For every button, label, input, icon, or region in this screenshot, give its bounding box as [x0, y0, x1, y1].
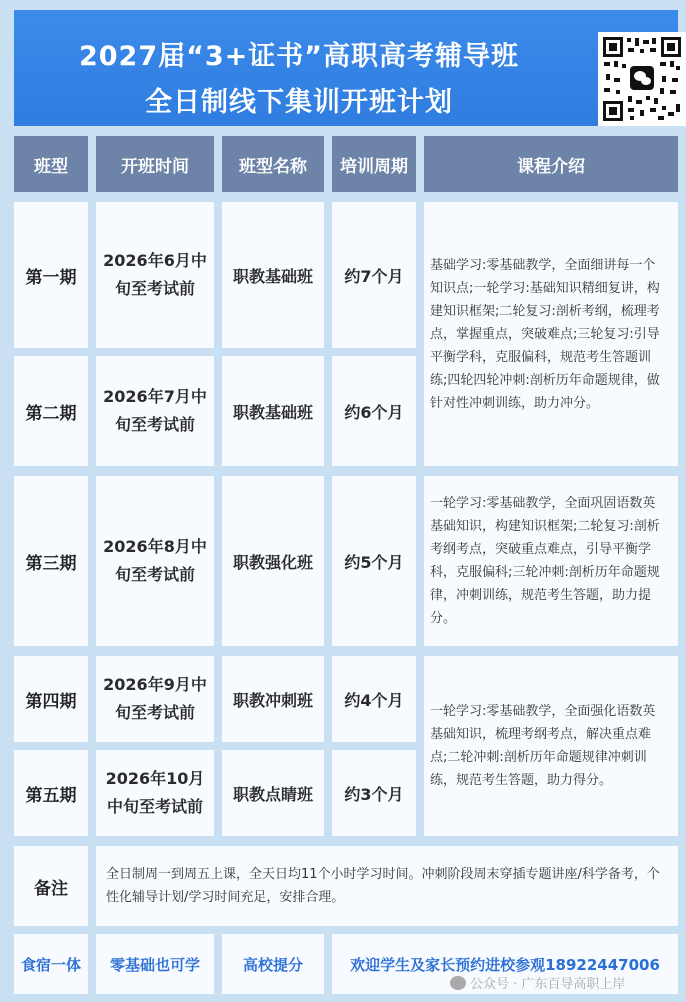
start-time-cell [96, 750, 214, 836]
start-time-cell [96, 356, 214, 466]
start-time-cell [96, 202, 214, 348]
watermark-text: 公众号 · 广东百导高职上岸 [470, 977, 626, 992]
footer-tag-score-boost: 高校提分 [222, 934, 324, 994]
start-time-line-2: 旬至考试前 [114, 415, 195, 434]
class-name-cell: 职教基础班 [222, 202, 324, 348]
row-label: 第二期 [14, 356, 88, 466]
class-name-cell: 职教强化班 [222, 476, 324, 646]
start-time-line-1: 2026年9月中 [103, 675, 207, 694]
class-name-cell: 职教冲刺班 [222, 656, 324, 742]
start-time-line-2: 旬至考试前 [114, 565, 195, 584]
row-label: 第三期 [14, 476, 88, 646]
column-header-course-intro: 课程介绍 [424, 136, 678, 192]
class-name-cell: 职教基础班 [222, 356, 324, 466]
note-label: 备注 [14, 846, 88, 926]
course-intro-cell: 基础学习:零基础教学，全面细讲每一个知识点;一轮学习:基础知识精细复讲，构建知识框架;二轮复习:剖析考纲，梳理考点，掌握重点，突破难点;三轮复习:引导平衡学科，克服偏科，规范考生答题训练;四轮四轮冲刺:剖析历年命题规律，做针对性冲刺训练，助力冲分。 [424, 202, 678, 466]
title-line-2: 全日制线下集训开班计划 [145, 87, 453, 118]
note-text: 全日制周一到周五上课，全天日均11个小时学习时间。冲刺阶段周末穿插专题讲座/科学备考，个性化辅导计划/学习时间充足，安排合理。 [96, 846, 678, 926]
qr-code-icon [598, 32, 686, 126]
start-time-line-1: 2026年7月中 [103, 387, 207, 406]
start-time-line-1: 2026年8月中 [103, 537, 207, 556]
start-time-cell [96, 656, 214, 742]
title-banner [14, 10, 678, 126]
column-header-start-time: 开班时间 [96, 136, 214, 192]
footer-tag-zero-basis: 零基础也可学 [96, 934, 214, 994]
column-header-training-period: 培训周期 [332, 136, 416, 192]
start-time-line-2: 旬至考试前 [114, 703, 195, 722]
start-time-line-1: 2026年10月 [105, 769, 205, 788]
wechat-icon [450, 976, 466, 990]
training-period-cell: 约7个月 [332, 202, 416, 348]
start-time-line-2: 中旬至考试前 [106, 797, 203, 816]
row-label: 第四期 [14, 656, 88, 742]
footer-contact[interactable]: 欢迎学生及家长预约进校参观18922447006 [332, 934, 678, 994]
training-period-cell: 约3个月 [332, 750, 416, 836]
row-label: 第一期 [14, 202, 88, 348]
start-time-cell [96, 476, 214, 646]
start-time-line-2: 旬至考试前 [114, 279, 195, 298]
column-header-class-name: 班型名称 [222, 136, 324, 192]
footer-tag-board-lodging: 食宿一体 [14, 934, 88, 994]
course-intro-cell: 一轮学习:零基础教学，全面强化语数英基础知识，梳理考纲考点，解决重点难点;二轮冲刺:剖析历年命题规律冲刺训练，规范考生答题，助力得分。 [424, 656, 678, 836]
training-period-cell: 约6个月 [332, 356, 416, 466]
title-line-1: 2027届“3+证书”高职高考辅导班 [78, 41, 520, 72]
training-period-cell: 约5个月 [332, 476, 416, 646]
training-period-cell: 约4个月 [332, 656, 416, 742]
column-header-class-type: 班型 [14, 136, 88, 192]
course-intro-cell: 一轮学习:零基础教学，全面巩固语数英基础知识，构建知识框架;二轮复习:剖析考纲考点，突破重点难点，引导平衡学科，克服偏科;三轮冲刺:剖析历年命题规律，冲刺训练，规范考生答题，助力提分。 [424, 476, 678, 646]
class-name-cell: 职教点睛班 [222, 750, 324, 836]
row-label: 第五期 [14, 750, 88, 836]
watermark [450, 973, 625, 992]
start-time-line-1: 2026年6月中 [103, 251, 207, 270]
